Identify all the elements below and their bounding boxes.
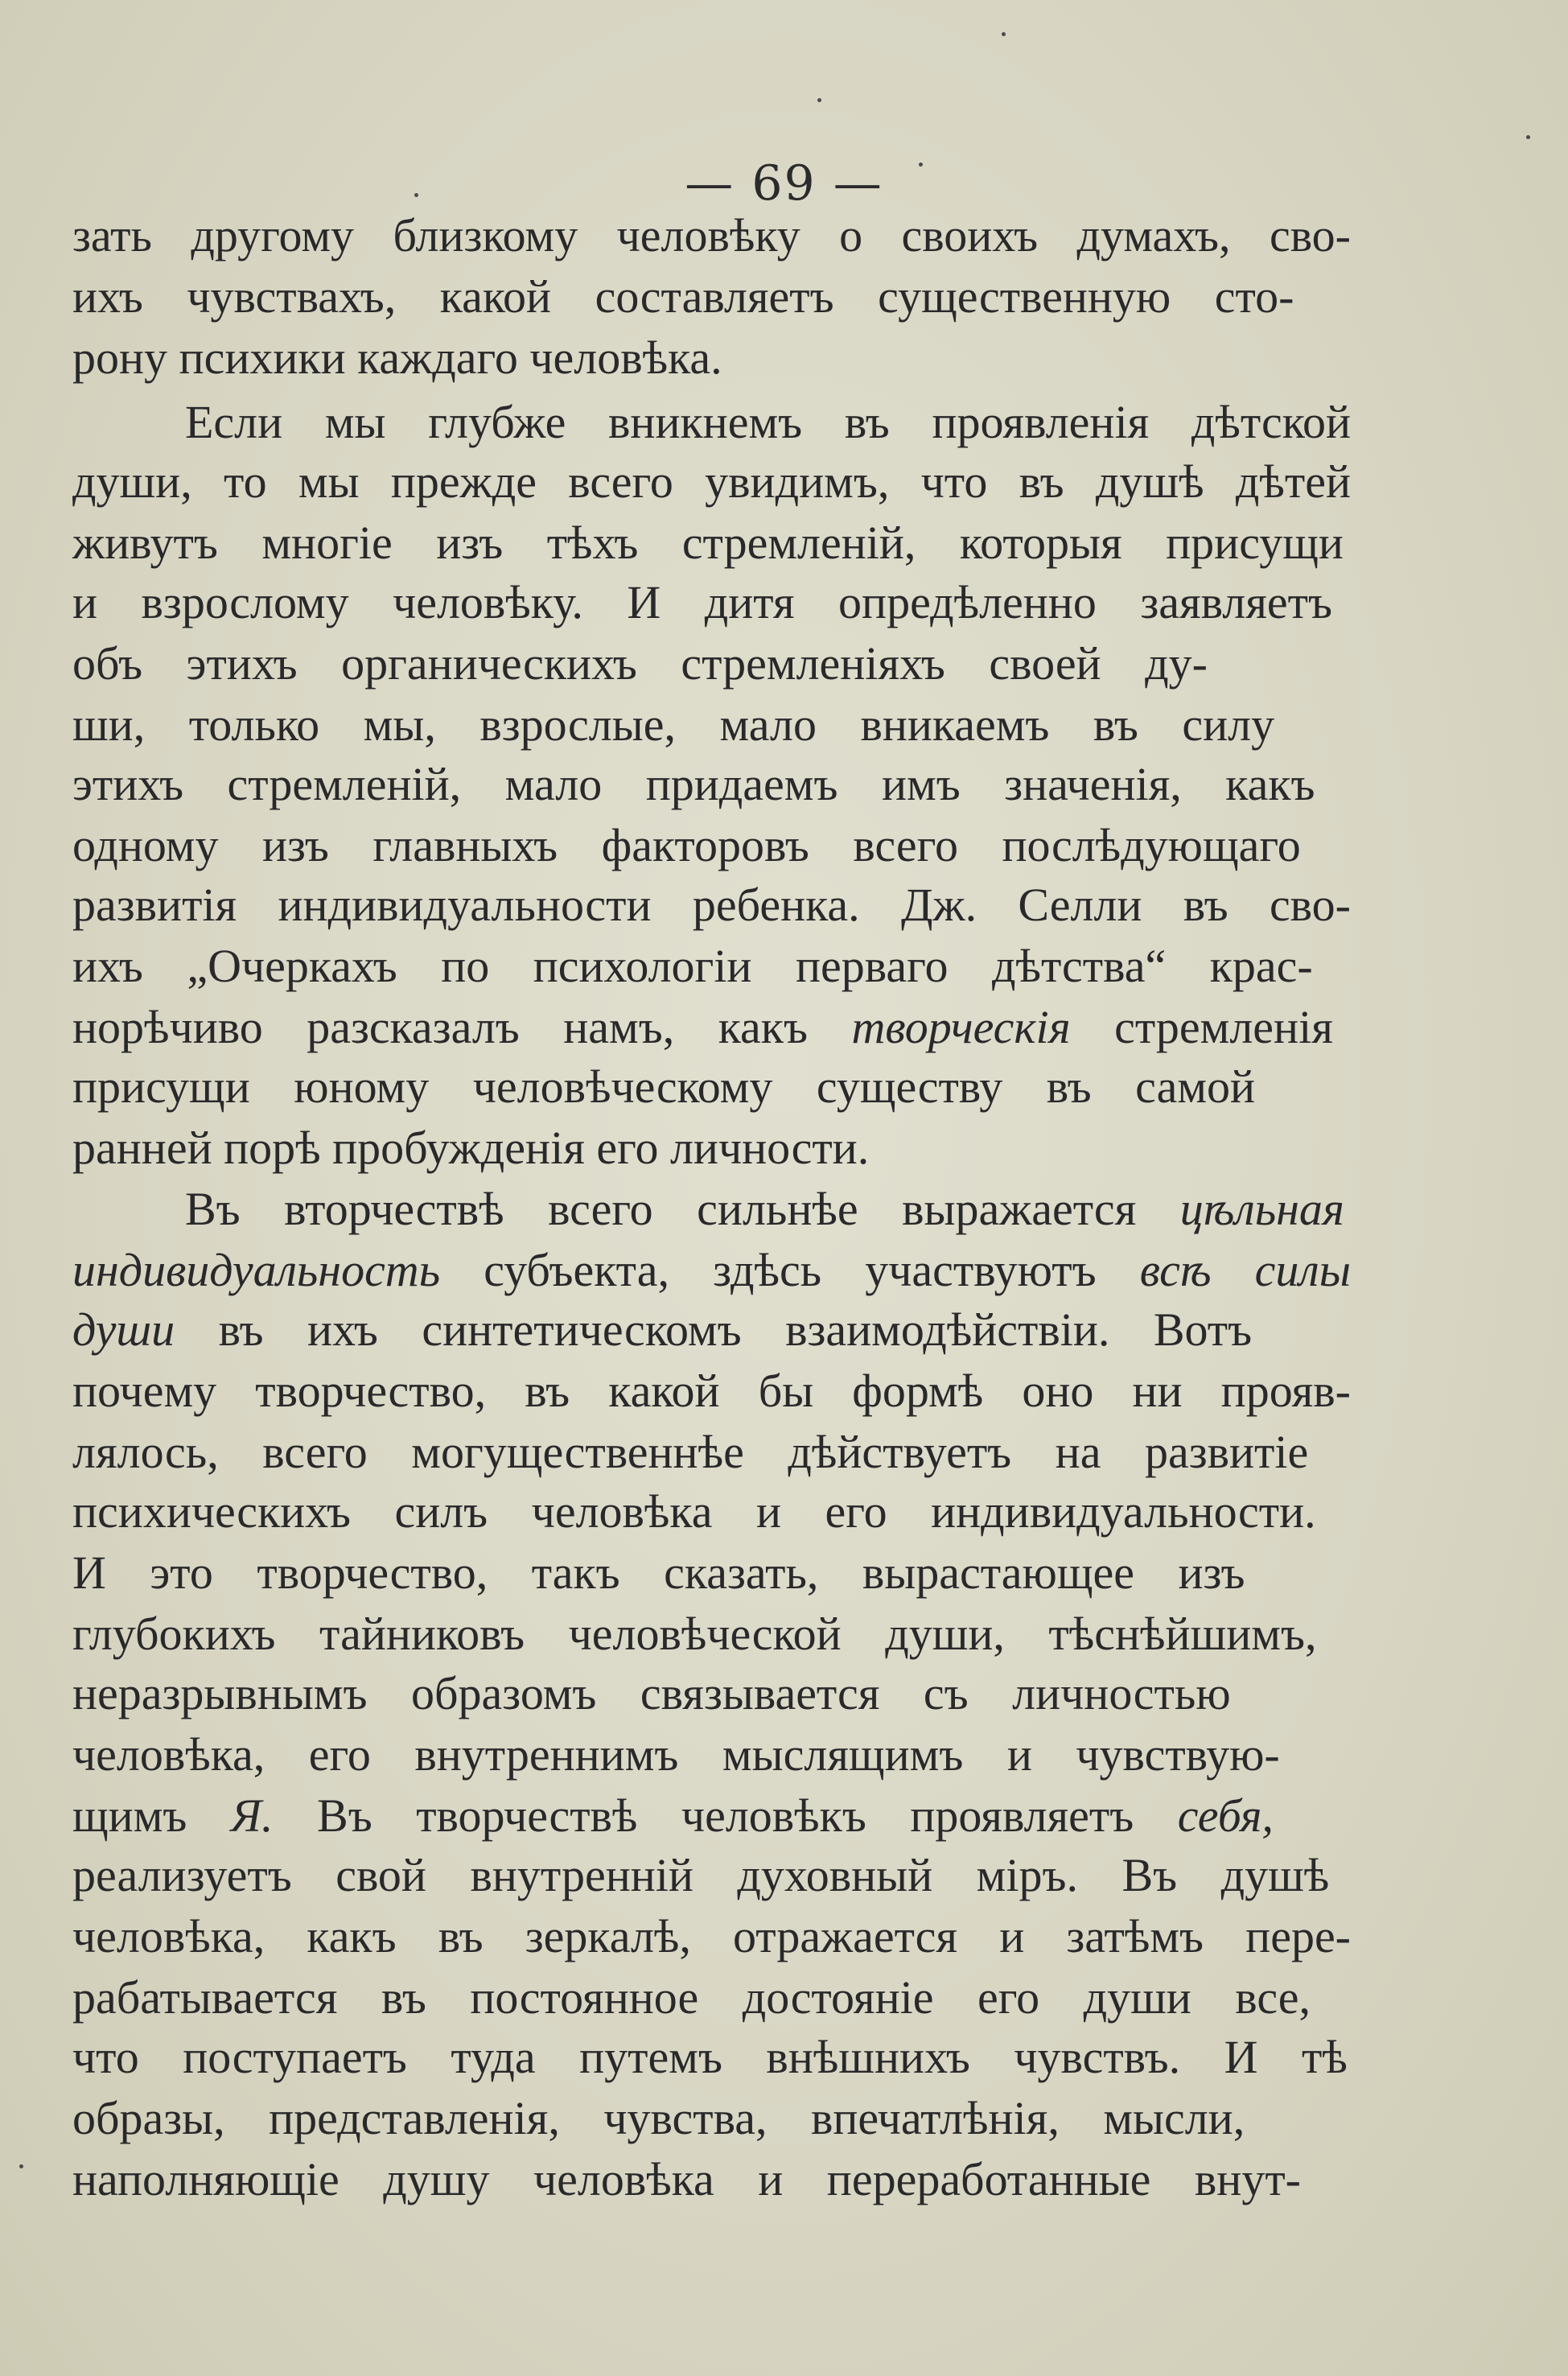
text-line <box>72 1910 1351 1963</box>
page-number: — 69 — <box>685 155 883 212</box>
italic-text: творческія <box>851 1001 1071 1053</box>
text-line <box>72 1728 1351 1781</box>
line-text: этихъ стремленій, мало придаемъ имъ значенія, какъ <box>72 758 1315 810</box>
line-text: рону психики каждаго человѣка. <box>72 331 722 384</box>
line-text: и взрослому человѣку. И дитя опредѣленно заявляетъ <box>72 576 1332 628</box>
text-line <box>72 758 1351 811</box>
line-text: ранней порѣ пробужденія его личности. <box>72 1122 870 1174</box>
text-line <box>72 1244 1351 1297</box>
scan-speck <box>1002 32 1006 36</box>
scan-speck <box>817 98 821 102</box>
text-line <box>72 1060 1351 1114</box>
line-text: реализуетъ свой внутренній духовный міръ. Въ душѣ <box>72 1849 1330 1901</box>
line-text: что поступаетъ туда путемъ внѣшнихъ чувствъ. И тѣ <box>72 2031 1348 2083</box>
text-line <box>72 637 1351 690</box>
scan-speck <box>414 193 418 197</box>
italic-text: индивидуальность <box>72 1244 441 1296</box>
text-line <box>72 819 1351 872</box>
text-line <box>72 2092 1351 2145</box>
text-line <box>72 1789 1351 1843</box>
line-text: человѣка, его внутреннимъ мыслящимъ и чувствую- <box>72 1728 1280 1781</box>
text-line <box>72 455 1351 509</box>
line-text: лялось, всего могущественнѣе дѣйствуетъ на развитіе <box>72 1426 1309 1478</box>
line-text: щимъ <box>72 1789 231 1842</box>
text-line <box>72 209 1351 262</box>
scan-speck <box>919 163 923 167</box>
line-text: неразрывнымъ образомъ связывается съ личностью <box>72 1667 1231 1719</box>
text-line <box>72 270 1351 323</box>
text-line <box>72 1546 1351 1600</box>
text-line <box>72 1485 1351 1538</box>
line-text: объ этихъ органическихъ стремленіяхъ своей ду- <box>72 637 1208 690</box>
line-text: наполняющіе душу человѣка и переработанные внут- <box>72 2153 1301 2205</box>
line-text: образы, представленія, чувства, впечатлѣнія, мысли, <box>72 2092 1245 2144</box>
text-line <box>72 1365 1351 1418</box>
line-text: норѣчиво разсказалъ намъ, какъ <box>72 1001 852 1053</box>
text-line <box>72 1303 1351 1357</box>
line-text: стремленія <box>1070 1001 1333 1053</box>
italic-text: цѣльная <box>1179 1183 1344 1235</box>
line-text: зать другому близкому человѣку о своихъ думахъ, сво- <box>72 209 1351 261</box>
text-line <box>72 1971 1351 2024</box>
text-line <box>72 396 1351 449</box>
text-line <box>72 698 1351 752</box>
text-line <box>72 331 1351 385</box>
text-line <box>72 1122 1351 1175</box>
line-text: одному изъ главныхъ факторовъ всего послѣдующаго <box>72 819 1301 871</box>
line-text: психическихъ силъ человѣка и его индивидуальности. <box>72 1485 1316 1538</box>
text-line <box>72 517 1351 570</box>
line-text: рабатывается въ постоянное достояніе его души все, <box>72 1971 1311 2024</box>
text-line <box>72 2031 1351 2084</box>
text-line <box>72 1426 1351 1479</box>
line-text: присущи юному человѣческому существу въ самой <box>72 1060 1256 1113</box>
italic-text: души <box>72 1303 175 1356</box>
line-text: души, то мы прежде всего увидимъ, что въ душѣ дѣтей <box>72 455 1351 508</box>
italic-text: Я. <box>230 1789 274 1842</box>
line-text: ихъ „Очеркахъ по психологіи перваго дѣтства“ крас- <box>72 940 1313 992</box>
line-text: почему творчество, въ какой бы формѣ оно ни прояв- <box>72 1365 1351 1417</box>
scan-speck <box>19 2164 23 2168</box>
line-text: Если мы глубже вникнемъ въ проявленія дѣтской <box>185 396 1351 448</box>
text-line <box>72 940 1351 993</box>
text-line <box>72 1001 1351 1054</box>
text-line <box>72 1667 1351 1720</box>
line-text: ихъ чувствахъ, какой составляетъ существенную сто- <box>72 270 1294 323</box>
scan-speck <box>1526 135 1530 139</box>
italic-text: всѣ силы <box>1139 1244 1351 1296</box>
text-line <box>72 1608 1351 1661</box>
line-text: И это творчество, такъ сказать, вырастающее изъ <box>72 1546 1245 1599</box>
text-line <box>72 879 1351 932</box>
text-line <box>72 1849 1351 1902</box>
text-line <box>72 576 1351 629</box>
line-text: Въ вторчествѣ всего сильнѣе выражается <box>185 1183 1180 1235</box>
text-line <box>72 1183 1351 1236</box>
line-text: живутъ многіе изъ тѣхъ стремленій, которыя присущи <box>72 517 1344 569</box>
line-text: въ ихъ синтетическомъ взаимодѣйствіи. Вотъ <box>175 1303 1253 1356</box>
line-text: человѣка, какъ въ зеркалѣ, отражается и затѣмъ пере- <box>72 1910 1351 1962</box>
text-line <box>72 2153 1351 2206</box>
italic-text: себя, <box>1177 1789 1274 1842</box>
line-text: глубокихъ тайниковъ человѣческой души, тѣснѣйшимъ, <box>72 1608 1317 1660</box>
line-text: Въ творчествѣ человѣкъ проявляетъ <box>273 1789 1178 1842</box>
line-text: развитія индивидуальности ребенка. Дж. Селли въ сво- <box>72 879 1351 931</box>
line-text: субъекта, здѣсь участвуютъ <box>440 1244 1140 1296</box>
line-text: ши, только мы, взрослые, мало вникаемъ въ силу <box>72 698 1275 751</box>
